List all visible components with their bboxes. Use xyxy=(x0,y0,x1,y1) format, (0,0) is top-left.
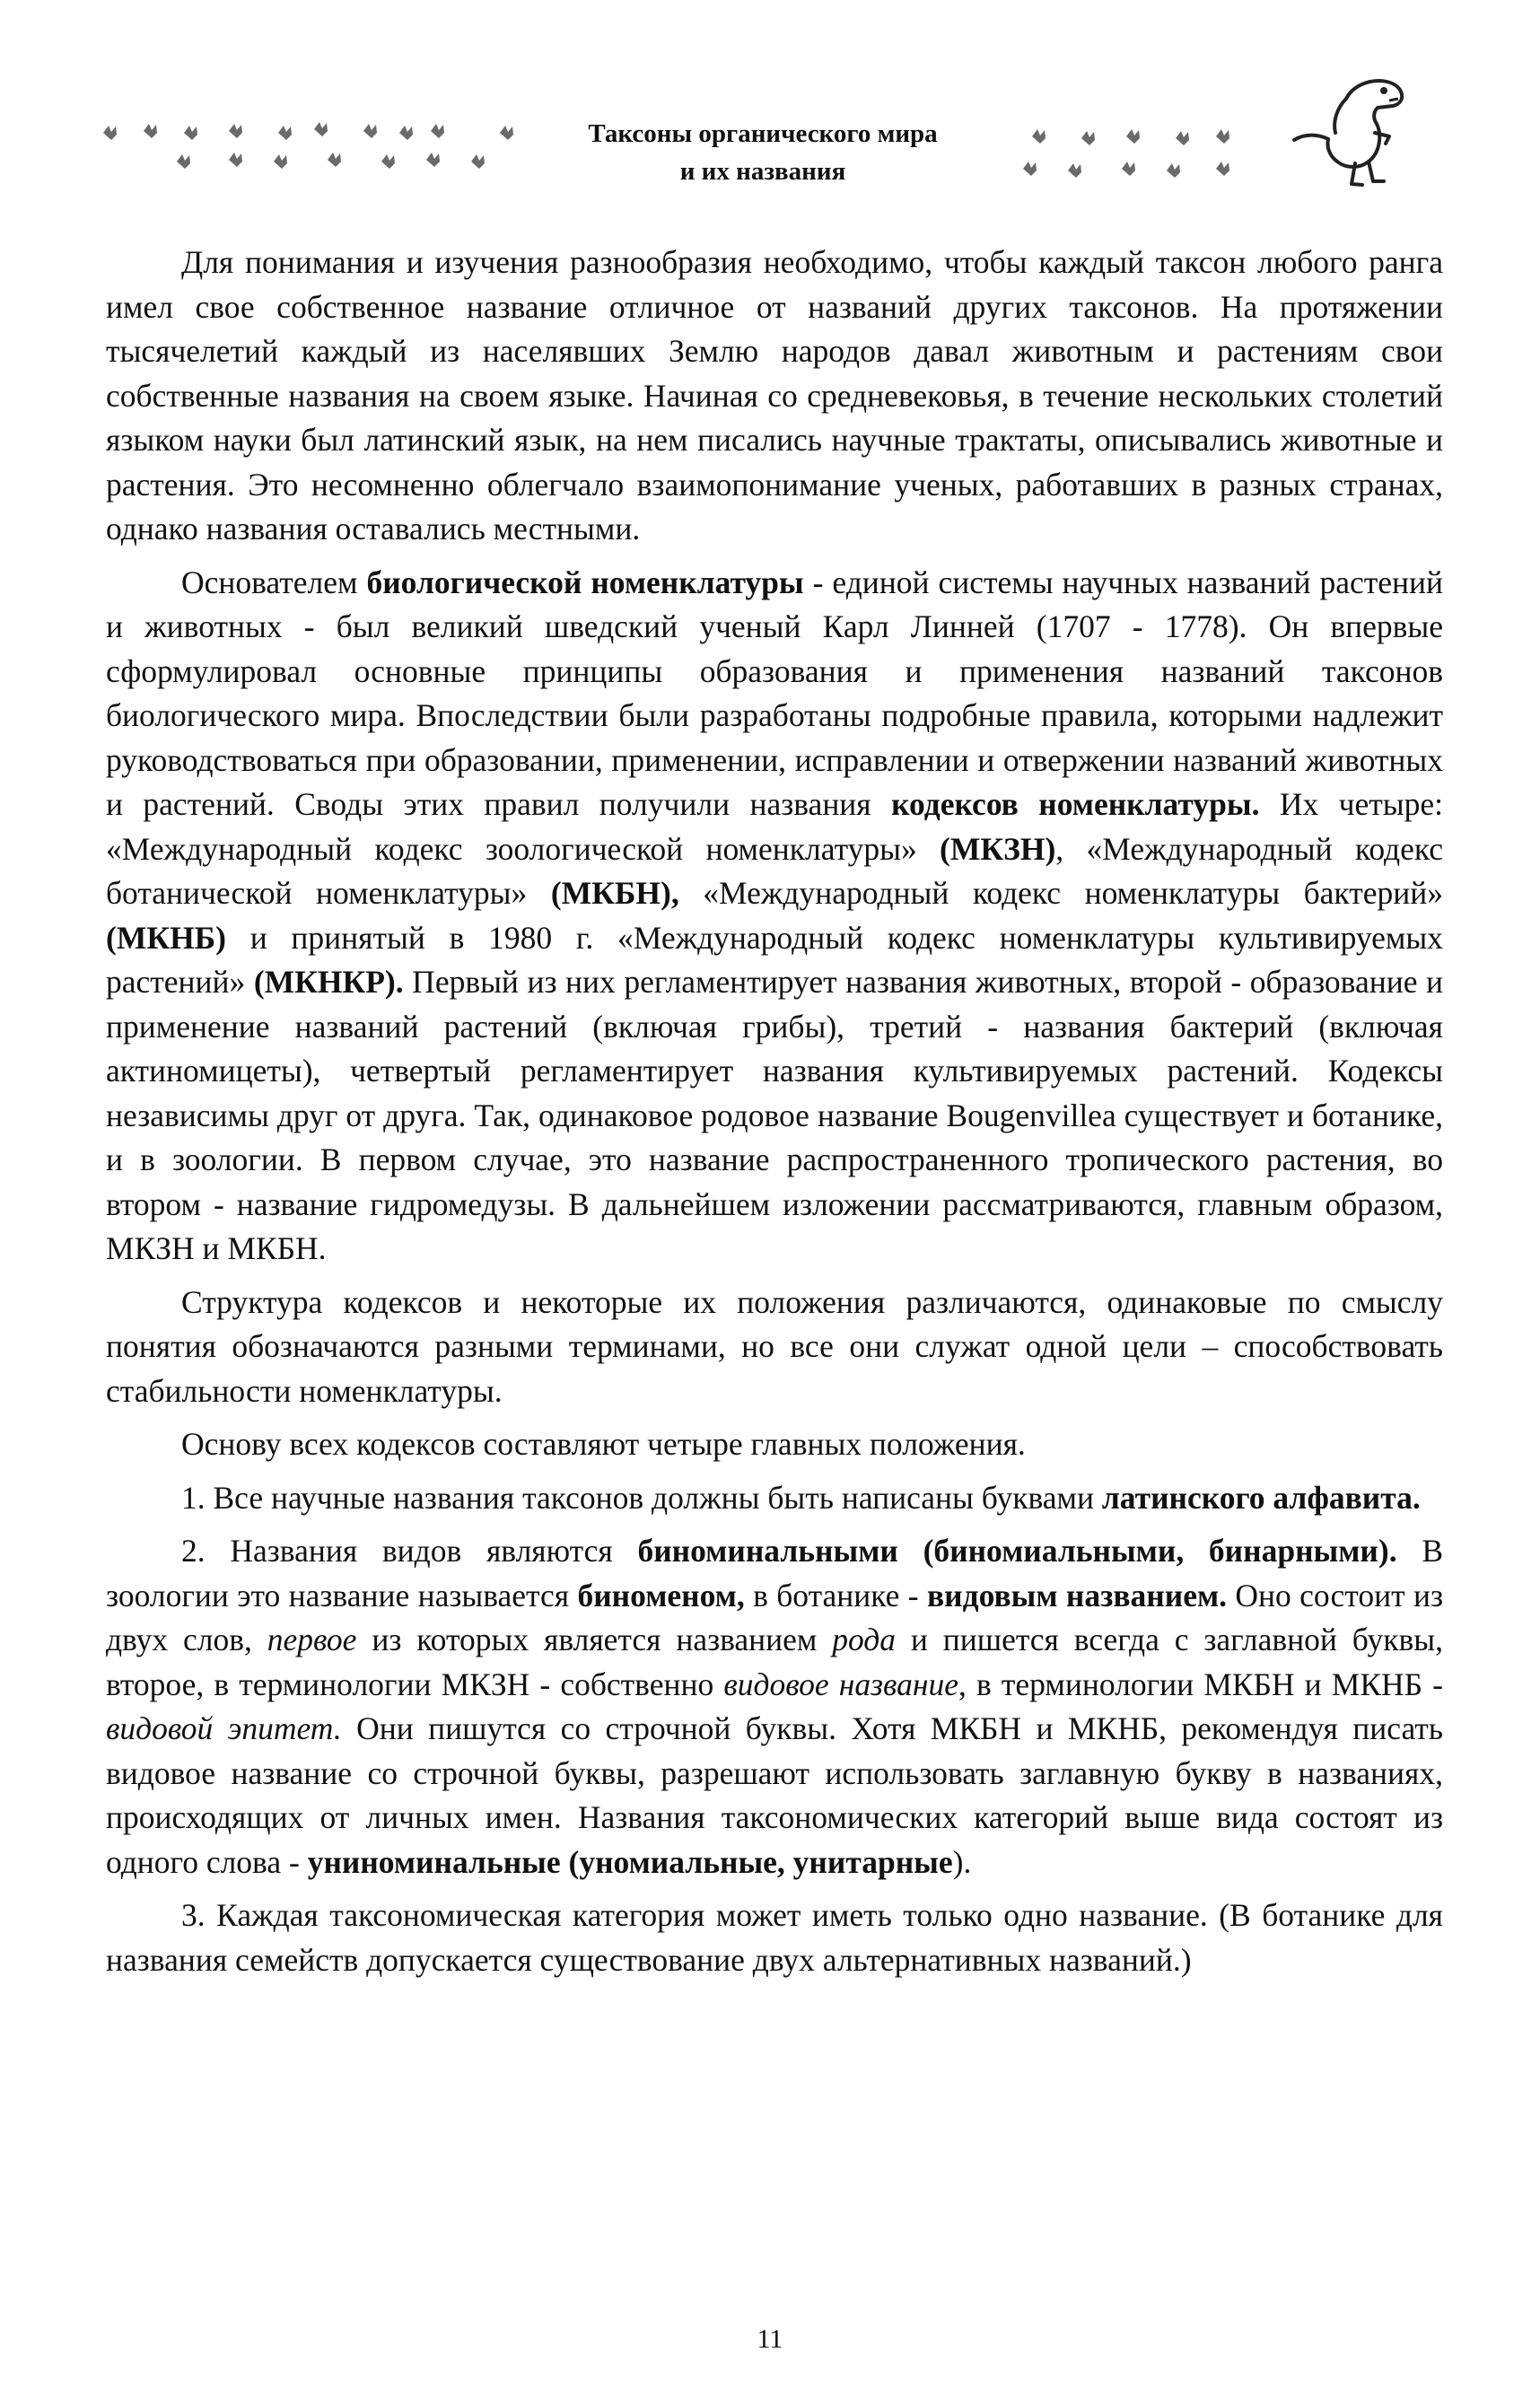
text-run: Структура кодексов и некоторые их положения различаются, одинаковые по смыслу понятия обозначаются разными терминами, но все они служат одной цели – способствовать стабильности номенклатуры. xyxy=(106,1283,1443,1409)
page-header-title xyxy=(529,115,996,190)
bold-term: биологической номенклатуры xyxy=(366,564,804,600)
text-run: Основу всех кодексов составляют четыре главных положения. xyxy=(181,1426,1026,1462)
footprints-decoration-right xyxy=(1014,126,1283,197)
page-header xyxy=(0,0,1540,206)
bold-term: биноминальными (биномиальными, бинарными). xyxy=(637,1533,1397,1569)
text-run: Для понимания и изучения разнообразия необходимо, чтобы каждый таксон любого ранга имел свое собственное название отличное от названий других таксонов. На протяжении тысячелетий каждый из населявших Землю народов давал животным и растениям свои собственные названия на своем языке. Начиная со средневековья, в течение нескольких столетий языком науки был латинский язык, на нем писались научные трактаты, описывались животные и растения. Это несомненно облегчало взаимопонимание ученых, работавших в разных странах, однако названия оставались местными. xyxy=(106,244,1443,547)
text-run: из которых является названием xyxy=(356,1622,833,1657)
bold-term: (МКНКР). xyxy=(253,964,404,1000)
text-run: и пишется всегда с заглавной буквы, второе, в терминологии МКЗН - собственно xyxy=(106,1622,1443,1702)
paragraph-1 xyxy=(106,240,1443,552)
text-run: Основателем xyxy=(181,564,367,600)
bold-term: (МКБН), xyxy=(550,875,679,911)
text-run: 2. Названия видов являются xyxy=(181,1533,638,1569)
bold-term: (МКЗН) xyxy=(940,830,1056,867)
paragraph-5 xyxy=(106,1476,1443,1521)
text-run: Они пишутся со строчной буквы. Хотя МКБН и МКНБ, рекомендуя писать видовое название со строчной буквы, разрешают использовать заглавную букву в названиях, происходящих от личных имен. Названия таксономических категорий выше вида состоят из одного слова - xyxy=(106,1710,1443,1880)
text-run: Их четыре: «Международный кодекс зоологической номенклатуры» xyxy=(106,786,1444,867)
bold-term: биноменом, xyxy=(577,1577,745,1613)
header-title-line2: и их названия xyxy=(679,157,846,186)
paragraph-3 xyxy=(106,1281,1443,1414)
dinosaur-icon xyxy=(1283,63,1418,197)
text-run: 1. Все научные названия таксонов должны быть написаны буквами xyxy=(181,1479,1102,1516)
text-run: ). xyxy=(952,1843,972,1880)
footprints-right-icon xyxy=(1014,126,1283,197)
text-run: , «Международный кодекс ботанической номенклатуры» xyxy=(106,830,1443,911)
footprints-left-icon xyxy=(94,115,543,187)
bold-term: видовым названием. xyxy=(927,1577,1228,1613)
text-run: Первый из них регламентирует названия животных, второй - образование и применение названий растений (включая грибы), третий - названия бактерий (включая актиномицеты), четвертый регламентирует названия культивируемых растений. Кодексы независимы друг от друга. Так, одинаковое родовое название Bougenvillea существует и ботанике, и в зоологии. В первом случае, это название распространенного тропического растения, во втором - название гидромедузы. В дальнейшем изложении рассматриваются, главным образом, МКЗН и МКБН. xyxy=(106,964,1443,1266)
paragraph-2 xyxy=(106,561,1443,1272)
text-run: , в терминологии МКБН и МКНБ - xyxy=(958,1666,1443,1702)
footprints-decoration-left xyxy=(94,115,543,187)
paragraph-6 xyxy=(106,1529,1443,1884)
bold-term: кодексов номенклатуры. xyxy=(891,786,1260,822)
bold-term: латинского алфавита. xyxy=(1101,1479,1421,1516)
main-text xyxy=(106,240,1443,1991)
italic-term: рода xyxy=(832,1622,896,1657)
page-number: 11 xyxy=(757,2324,783,2354)
text-run: - единой системы научных названий растений и животных - был великий шведский ученый Карл Линней (1707 - 1778). Он впервые сформулировал основные принципы образования и применения названий таксонов биологического мира. Впоследствии были разработаны подробные правила, которыми надлежит руководствоваться при образовании, применении, исправлении и отвержении названий животных и растений. Своды этих правил получили названия xyxy=(106,564,1444,822)
text-run: в ботанике - xyxy=(744,1577,927,1613)
italic-term: видовой эпитет. xyxy=(106,1710,342,1746)
bold-term: (МКНБ) xyxy=(106,919,226,956)
text-run: «Международный кодекс номенклатуры бактерий» xyxy=(678,875,1443,911)
italic-term: видовое название xyxy=(723,1666,959,1702)
paragraph-4 xyxy=(106,1422,1443,1467)
text-run: и принятый в 1980 г. «Международный кодекс номенклатуры культивируемых растений» xyxy=(106,919,1443,1000)
bold-term: униноминальные (уномиальные, унитарные xyxy=(307,1843,953,1880)
text-run: Оно состоит из двух слов, xyxy=(106,1577,1444,1657)
header-title-line1: Таксоны органического мира xyxy=(588,119,938,148)
text-run: В зоологии это название называется xyxy=(106,1533,1443,1613)
text-run: 3. Каждая таксономическая категория может иметь только одно название. (В ботанике для названия семейств допускается существование двух альтернативных названий.) xyxy=(106,1897,1443,1978)
italic-term: первое xyxy=(267,1622,357,1657)
paragraph-7 xyxy=(106,1893,1443,1982)
